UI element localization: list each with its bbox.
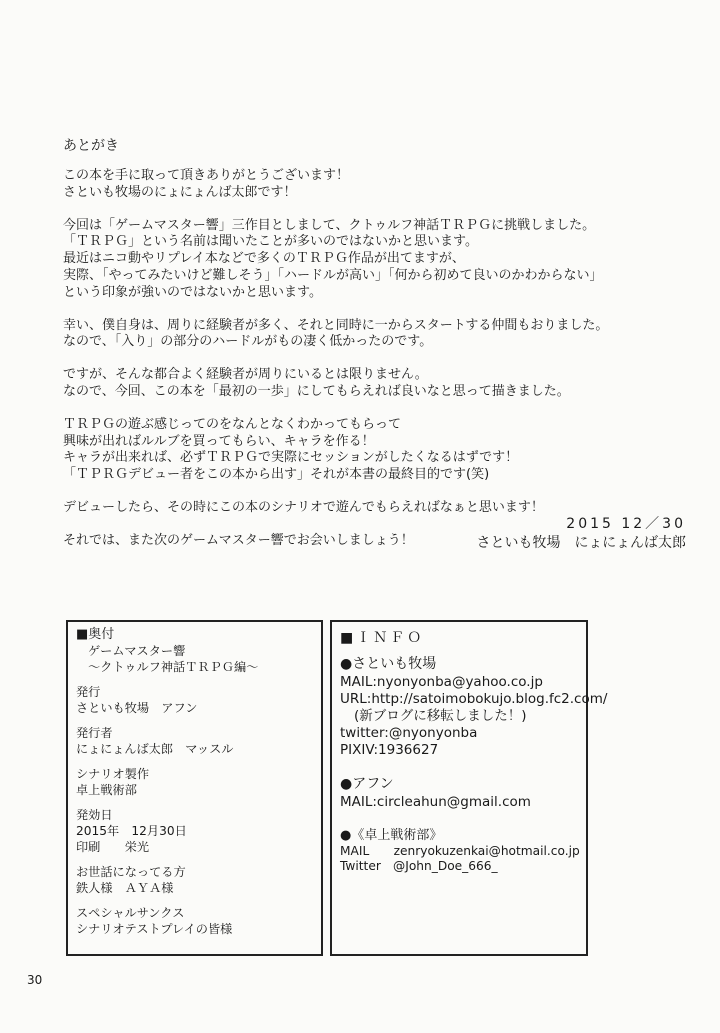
- afterword-line: 最近はニコ動やリプレイ本などで多くのＴＲＰＧ作品が出てますが、: [63, 251, 465, 267]
- info-mail: MAIL:circleahun@gmail.com: [340, 794, 531, 810]
- colophon-group-publisher: [76, 684, 321, 716]
- afterword-line: 「ＴＲＰＧ」という名前は聞いたことが多いのではないかと思います。: [63, 234, 478, 250]
- colophon-group-issuer: [76, 725, 321, 757]
- afterword-line: ですが、そんな都合よく経験者が周りにいるとは限りません。: [63, 367, 428, 383]
- colophon-line: シナリオ製作: [76, 767, 150, 781]
- afterword-line: キャラが出来れば、必ずＴＲＰＧで実際にセッションがしたくなるはずです！: [63, 450, 519, 466]
- afterword-line: ＴＲＰＧの遊ぶ感じってのをなんとなくわかってもらって: [63, 416, 402, 432]
- afterword-author: さといも牧場 にょにょんば太郎: [476, 535, 686, 551]
- afterword-line: 興味が出ればルルブを買ってもらい、キャラを作る！: [63, 433, 375, 449]
- colophon-group-date: [76, 807, 321, 855]
- afterword-section: [63, 136, 683, 566]
- colophon-line: お世話になってる方: [76, 865, 186, 879]
- info-twitter: Twitter @John_Doe_666_: [340, 859, 498, 873]
- afterword-line: 今回は「ゲームマスター響」三作目としまして、クトゥルフ神話ＴＲＰＧに挑戦しました。: [63, 217, 596, 233]
- info-url: URL:http://satoimobokujo.blog.fc2.com/: [340, 691, 608, 707]
- colophon-line: 鉄人様 ＡＹＡ様: [76, 881, 174, 895]
- colophon-line: スペシャルサンクス: [76, 906, 185, 920]
- afterword-paragraph: [63, 417, 683, 484]
- info-circle-name: ●さといも牧場: [340, 656, 437, 672]
- colophon-line: さといも牧場 アフン: [76, 701, 198, 715]
- info-title: ■ＩＮＦＯ: [340, 630, 425, 646]
- afterword-line: という印象が強いのではないかと思います。: [63, 284, 322, 300]
- afterword-line: 幸い、僕自身は、周りに経験者が多く、それと同時に一からスタートする仲間もおりました。: [63, 317, 609, 333]
- colophon-line: 2015年 12月30日: [76, 824, 187, 838]
- colophon-line: 発行: [76, 685, 101, 699]
- afterword-line: さといも牧場のにょにょんば太郎です！: [63, 184, 297, 200]
- colophon-line: シナリオテストプレイの皆様: [76, 922, 233, 936]
- afterword-line: なので、「入り」の部分のハードルがもの凄く低かったのです。: [63, 334, 433, 350]
- afterword-heading: あとがき: [63, 138, 119, 154]
- colophon-line: ～クトゥルフ神話ＴＲＰＧ編～: [88, 660, 259, 674]
- colophon-line: ゲームマスター響: [88, 644, 186, 658]
- info-mail: MAIL:nyonyonba@yahoo.co.jp: [340, 674, 543, 690]
- afterword-paragraph: [63, 168, 683, 202]
- info-url-note: (新ブログに移転しました！): [354, 708, 527, 724]
- afterword-line: 「ＴＰＲＧデビュー者をこの本から出す」それが本書の最終目的です(笑): [63, 467, 490, 483]
- colophon-line: にょにょんば太郎 マッスル: [76, 742, 234, 756]
- afterword-paragraph: [63, 318, 683, 352]
- info-group-afun: [340, 775, 586, 811]
- afterword-line: デビューしたら、その時にこの本のシナリオで遊んでもらえればなぁと思います！: [63, 499, 544, 515]
- colophon-line: 発行者: [76, 726, 113, 740]
- afterword-line: なので、今回、この本を「最初の一歩」にしてもらえれば良いなと思って描きました。: [63, 383, 570, 399]
- colophon-title: ■奥付: [76, 627, 115, 642]
- info-circle-name: ●《卓上戦術部》: [340, 828, 443, 843]
- afterword-date: 2015 12／30: [566, 516, 686, 532]
- afterword-paragraph: [63, 367, 683, 401]
- afterword-line: 実際、「やってみたいけど難しそう」「ハードルが高い」「何から初めて良いのかわからない」: [63, 267, 603, 283]
- colophon-box: [66, 620, 323, 956]
- info-twitter: twitter:@nyonyonba: [340, 725, 478, 741]
- info-group-satoimo: [340, 655, 608, 759]
- colophon-line: 発効日: [76, 808, 113, 822]
- afterword-paragraph: [63, 218, 683, 302]
- info-box: [330, 620, 608, 956]
- info-group-takujo: [340, 827, 586, 874]
- info-mail: MAIL zenryokuzenkai@hotmail.co.jp: [340, 844, 580, 858]
- colophon-group-scenario: [76, 766, 321, 798]
- colophon-group-thanks: [76, 864, 321, 896]
- page-number: 30: [27, 973, 43, 987]
- info-pixiv: PIXIV:1936627: [340, 742, 439, 758]
- colophon-group-special-thanks: [76, 905, 321, 937]
- colophon-group-title: [76, 643, 321, 675]
- afterword-line: この本を手に取って頂きありがとうございます！: [63, 168, 350, 183]
- colophon-line: 印刷 栄光: [76, 840, 150, 854]
- afterword-line: それでは、また次のゲームマスター響でお会いしましょう！: [63, 532, 414, 548]
- colophon-line: 卓上戦術部: [76, 783, 137, 797]
- info-circle-name: ●アフン: [340, 776, 394, 792]
